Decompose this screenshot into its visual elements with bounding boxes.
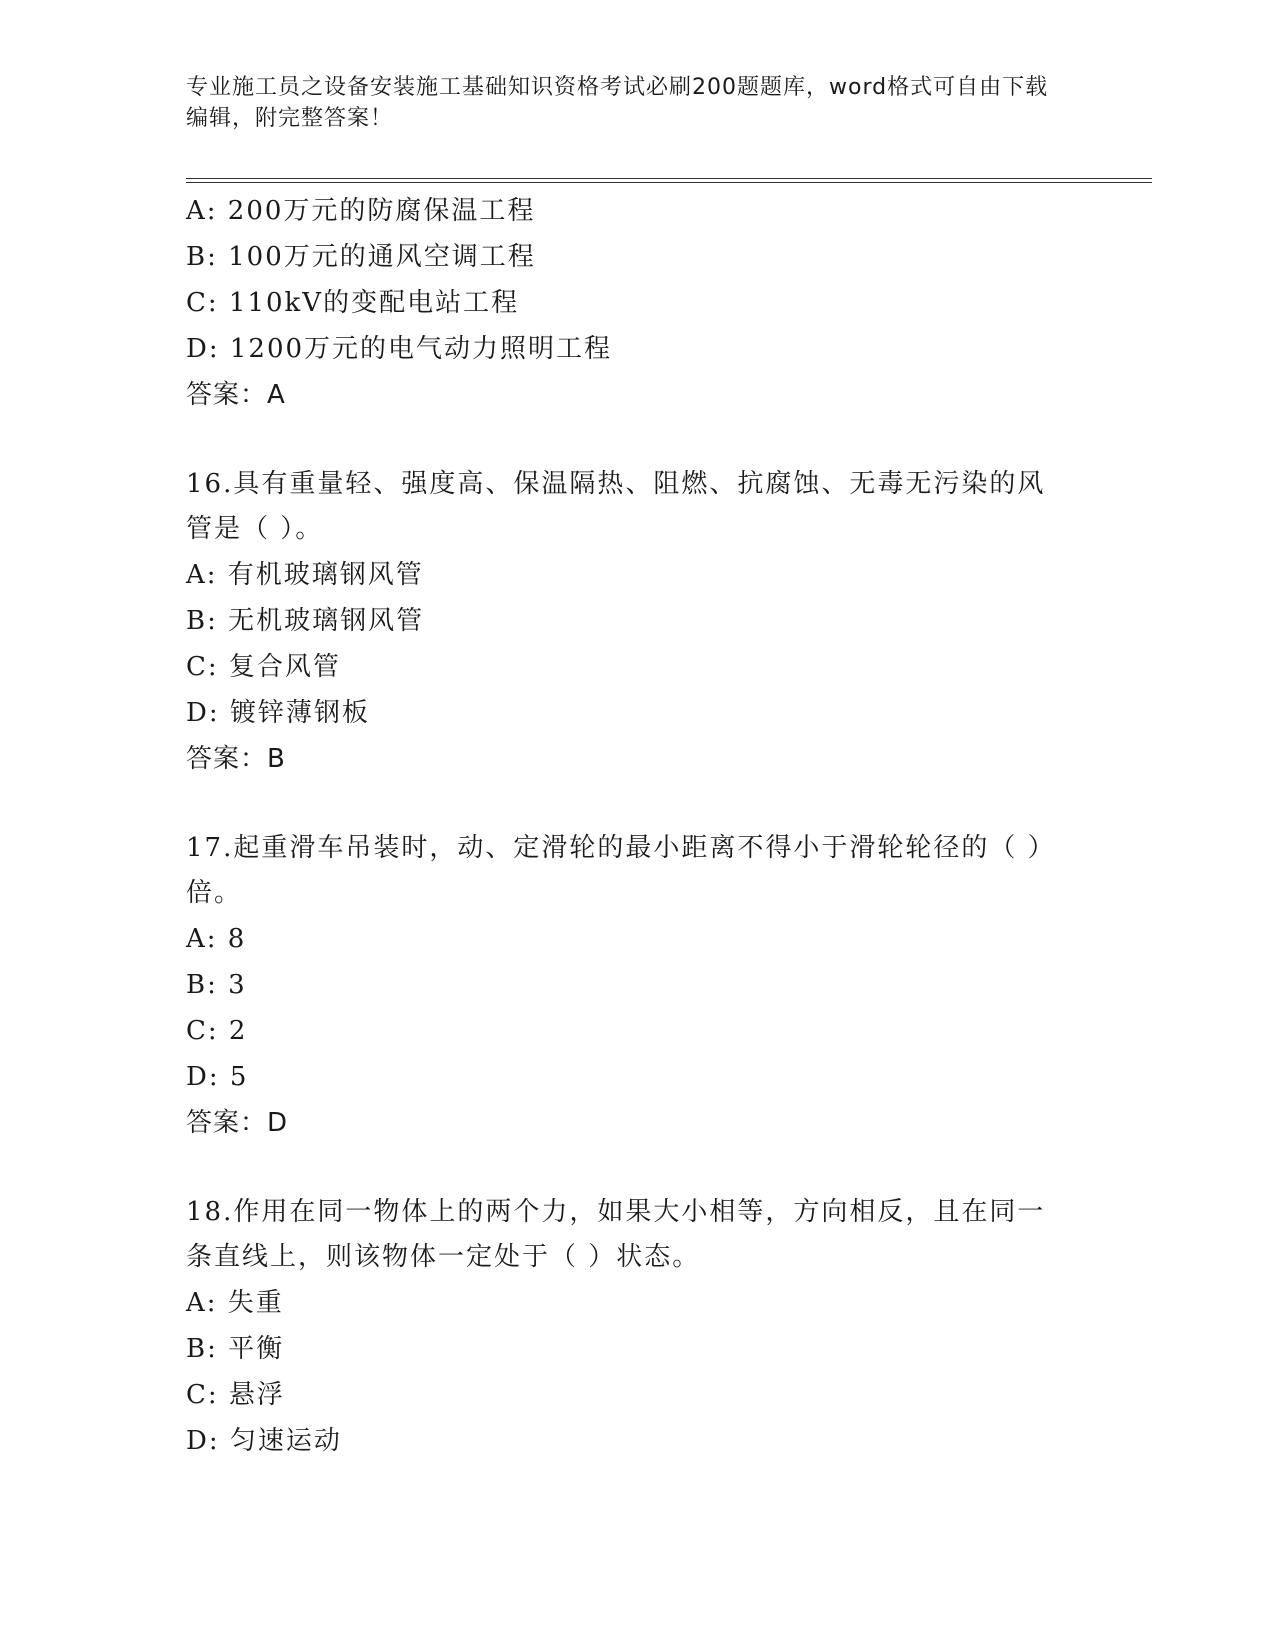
header-divider-bottom <box>186 182 1152 183</box>
option-c: C: 悬浮 <box>186 1380 285 1410</box>
question-text: 17.起重滑车吊装时，动、定滑轮的最小距离不得小于滑轮轮径的（ ）倍。 <box>186 833 1056 908</box>
question-list <box>186 188 1086 1464</box>
option-d: D: 1200万元的电气动力照明工程 <box>186 334 613 364</box>
option-d: D: 镀锌薄钢板 <box>186 698 370 728</box>
question-text: 16.具有重量轻、强度高、保温隔热、阻燃、抗腐蚀、无毒无污染的风管是（ ）。 <box>186 469 1046 544</box>
document-title: 专业施工员之设备安装施工基础知识资格考试必刷200题题库，word格式可自由下载编辑，附完整答案！ <box>186 75 1049 131</box>
header-divider-top <box>186 178 1152 179</box>
option-c: C: 110kV的变配电站工程 <box>186 288 520 318</box>
option-c: C: 复合风管 <box>186 652 341 682</box>
option-d: D: 5 <box>186 1062 249 1092</box>
option-a: A: 有机玻璃钢风管 <box>186 560 424 590</box>
question-18 <box>186 1190 1086 1464</box>
option-c: C: 2 <box>186 1016 248 1046</box>
question-text: 18.作用在同一物体上的两个力，如果大小相等，方向相反，且在同一条直线上，则该物体一定处于（ ）状态。 <box>186 1197 1046 1272</box>
question-prev <box>186 188 1086 418</box>
option-b: B: 平衡 <box>186 1334 285 1364</box>
document-header <box>186 72 1066 134</box>
option-a: A: 8 <box>186 924 247 954</box>
option-b: B: 100万元的通风空调工程 <box>186 242 536 272</box>
answer: 答案：B <box>186 744 286 774</box>
question-17 <box>186 826 1086 1146</box>
option-d: D: 匀速运动 <box>186 1426 342 1456</box>
option-a: A: 失重 <box>186 1288 284 1318</box>
option-a: A: 200万元的防腐保温工程 <box>186 196 536 226</box>
option-b: B: 3 <box>186 970 247 1000</box>
option-b: B: 无机玻璃钢风管 <box>186 606 425 636</box>
question-16 <box>186 462 1086 782</box>
answer: 答案：A <box>186 380 286 410</box>
answer: 答案：D <box>186 1108 289 1138</box>
